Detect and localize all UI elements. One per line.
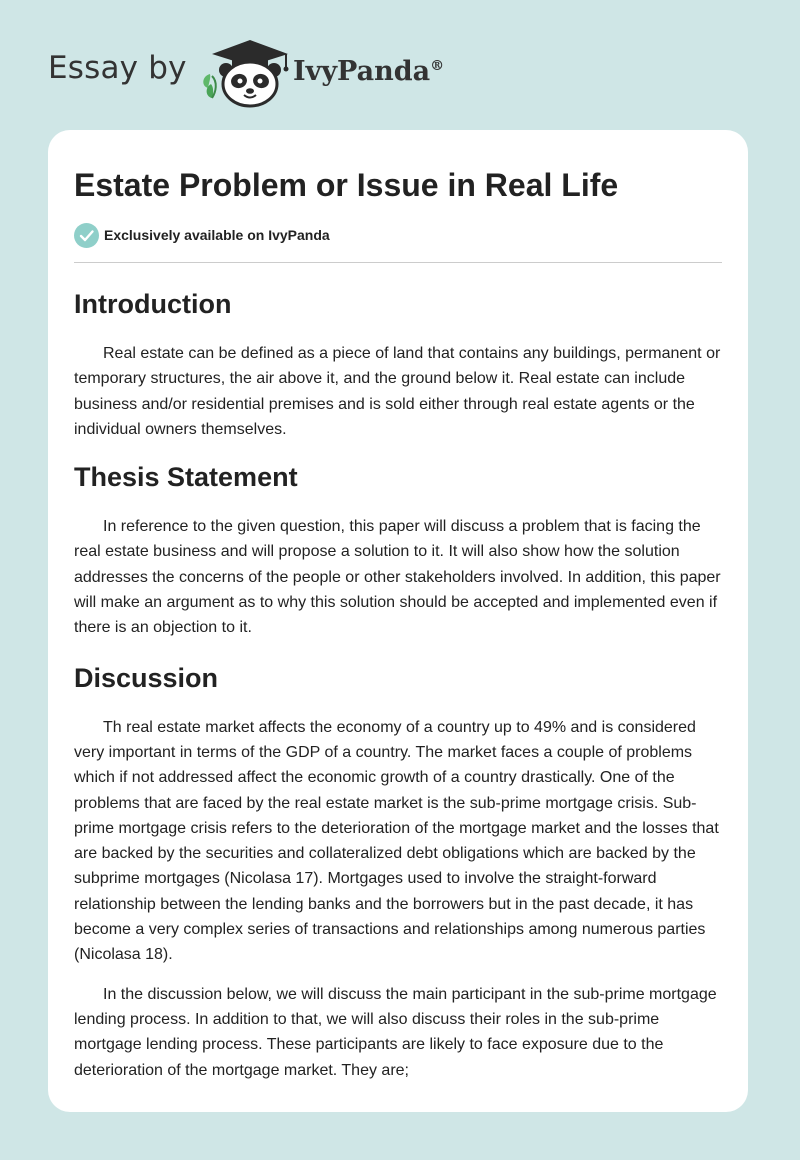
section-heading-discussion: Discussion <box>74 662 219 693</box>
exclusive-label: Exclusively available on IvyPanda <box>104 227 330 243</box>
title-divider <box>74 262 722 263</box>
registered-mark: ® <box>430 58 445 74</box>
discussion-paragraph-2: In the discussion below, we will discuss the main participant in the sub-prime mortgage lending process. In addition to that, we will also discuss their roles in the sub-prime mortgage lending process. These participants are likely to face exposure due to the deterioration of the mortgage market. They are; <box>74 985 717 1079</box>
site-header <box>0 0 800 130</box>
panda-graduate-icon[interactable] <box>198 36 290 108</box>
brand-prefix: Essay by <box>48 50 187 86</box>
page-title: Estate Problem or Issue in Real Life <box>74 167 619 203</box>
article-card <box>48 130 748 1112</box>
check-circle-icon <box>74 223 99 248</box>
discussion-paragraph-1: Th real estate market affects the economy of a country up to 49% and is considered very important in terms of the GDP of a country. The market faces a couple of problems which if not addressed affect the economic growth of a country drastically. One of the problems that are faced by the real estate market is the sub-prime mortgage crisis. Sub-prime mortgage crisis refers to the deterioration of the mortgage market and the losses that are backed by the securities and collateralized debt obligations which are backed by the subprime mortgages (Nicolasa 17). Mortgages used to involve the straight-forward relationship between the lending banks and the borrowers but in the past decade, it has become a very complex series of transactions and relationships among numerous parties (Nicolasa 18). <box>74 718 719 964</box>
brand-name[interactable]: IvyPanda® <box>293 56 445 87</box>
section-heading-introduction: Introduction <box>74 289 232 319</box>
exclusive-badge <box>74 222 722 248</box>
introduction-paragraph: Real estate can be defined as a piece of land that contains any buildings, permanent or temporary structures, the air above it, and the ground below it. Real estate can include business and/or residential premises and is sold either through real estate agents or the individual owners themselves. <box>74 345 721 438</box>
thesis-paragraph: In reference to the given question, this paper will discuss a problem that is facing the real estate business and will propose a solution to it. It will also show how the solution addresses the concerns of the people or other stakeholders involved. In addition, this paper will make an argument as to why this solution should be accepted and implemented even if there is an objection to it. <box>74 518 721 637</box>
section-heading-thesis-statement: Thesis Statement <box>74 462 298 493</box>
